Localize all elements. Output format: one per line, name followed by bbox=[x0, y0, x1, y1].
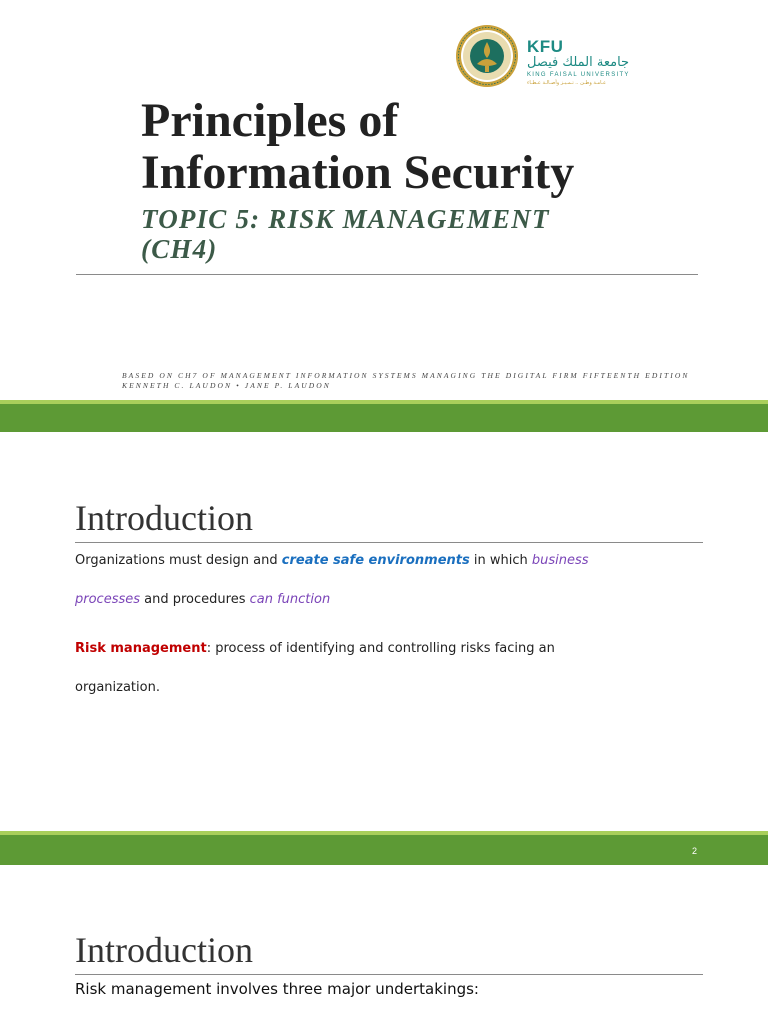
slide-2-paragraph-2-line-1 bbox=[75, 640, 555, 658]
presentation-subtitle bbox=[141, 204, 550, 264]
slide-band bbox=[0, 835, 768, 865]
kfu-logo bbox=[455, 24, 645, 90]
title-divider bbox=[76, 274, 698, 275]
source-credit bbox=[122, 371, 689, 391]
body-text: and procedures bbox=[140, 592, 250, 607]
slide-2-heading: Introduction bbox=[75, 498, 253, 538]
logo-latin-text: KFU bbox=[527, 37, 564, 56]
slide-3-heading-divider bbox=[75, 974, 703, 975]
subtitle-line-1: TOPIC 5: RISK MANAGEMENT bbox=[141, 204, 550, 234]
logo-arabic-tagline: عـامـة وطـن .. تـمـيـز وأصـالـة عـطـاء bbox=[527, 80, 607, 86]
university-seal-icon bbox=[455, 24, 519, 88]
highlight-processes: processes bbox=[75, 592, 141, 607]
subtitle-line-2: (CH4) bbox=[141, 234, 218, 264]
title-line-2: Information Security bbox=[141, 146, 575, 199]
slide-2-paragraph-1-line-1 bbox=[75, 552, 589, 570]
highlight-business: business bbox=[531, 553, 589, 568]
title-line-1: Principles of bbox=[141, 94, 399, 147]
body-text: : process of identifying and controlling risks facing an bbox=[206, 641, 555, 656]
slide-2-heading-divider bbox=[75, 542, 703, 543]
highlight-can-function: can function bbox=[249, 592, 331, 607]
presentation-title bbox=[141, 95, 574, 199]
logo-english-text: KING FAISAL UNIVERSITY bbox=[527, 72, 630, 78]
slide-3-line-1: Risk management involves three major undertakings: bbox=[75, 980, 479, 998]
source-credit-line-2: KENNETH C. LAUDON • JANE P. LAUDON bbox=[122, 381, 331, 390]
slide-band bbox=[0, 404, 768, 432]
slide-3-heading: Introduction bbox=[75, 930, 253, 970]
body-text: in which bbox=[469, 553, 532, 568]
slide-number: 2 bbox=[692, 846, 698, 856]
slide-2-paragraph-2-line-2: organization. bbox=[75, 680, 160, 695]
slide-2-paragraph-1-line-2 bbox=[75, 591, 330, 609]
highlight-safe-environments: create safe environments bbox=[281, 553, 470, 568]
source-credit-line-1: BASED ON CH7 OF MANAGEMENT INFORMATION SYSTEMS MANAGING THE DIGITAL FIRM FIFTEENTH EDITION bbox=[122, 371, 690, 380]
highlight-risk-management: Risk management bbox=[75, 641, 207, 656]
logo-arabic-text: جامعة الملك فيصل bbox=[527, 55, 630, 70]
body-text: Organizations must design and bbox=[75, 553, 282, 568]
